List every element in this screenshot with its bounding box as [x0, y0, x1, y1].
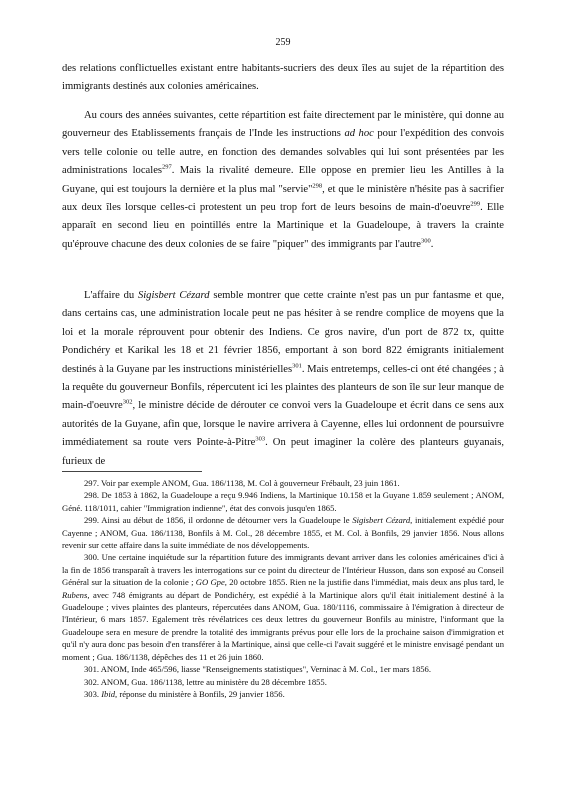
paragraph-text: . Mais entretemps, celles-ci ont été changées ; à la requête du gouverneur Bonfils, répercutent ici les plaintes des planteurs de son île sur leur manque de main-d'oeuvre	[62, 363, 504, 412]
paragraph-text: semble montrer que cette crainte n'est pas un pur fantasme et que, dans certains cas, une administration locale peut ne pas hésiter à se rendre complice de moyens que la loi et la morale réprouvent pour obtenir des Indiens. Ce gros navire, d'un port de 872 tx, quitte Pondichéry et Karikal les 18 et 21 février 1856, emportant à son bord 822 émigrants initialement destinés à la Guyane par les instructions ministérielles	[62, 290, 504, 375]
footnote-ref-301[interactable]: 301	[292, 362, 302, 370]
footnote-300	[62, 551, 504, 663]
footnote-298	[62, 489, 504, 514]
footnote-text: 298. De 1853 à 1862, la Guadeloupe a reçu 9.946 Indiens, la Martinique 10.158 et la Guyane 1.859 seulement ; ANOM, Géné. 118/1011, cahier "Immigration indienne", état des convois jusqu'en 1865.	[62, 490, 504, 513]
footnote-text: 300. Une certaine inquiétude sur la répartition future des immigrants devant arriver dans les colonies américaines d'ici à la fin de 1856 transparaît à travers les interrogations sur ce point du directeur de l'Intérieur Husson, dans son exposé au Conseil Général sur la situation de la colonie ;	[62, 552, 504, 588]
footnote-302	[62, 676, 504, 688]
paragraph-sigisbert	[62, 287, 504, 471]
paragraph-text: , et que le ministère n'hésite pas à sacrifier aux deux îles lorsque celles-ci protestent un peu trop fort de leurs besoins de main-d'oeuvre	[62, 183, 504, 214]
ship-name: Rubens	[62, 589, 88, 600]
footnote-text: 302. ANOM, Gua. 186/1138, lettre au ministère du 28 décembre 1855.	[84, 676, 327, 687]
footnote-299	[62, 514, 504, 551]
footnote-297	[62, 477, 504, 489]
footnote-text: 297. Voir par exemple ANOM, Gua. 186/1138, M. Col à gouverneur Frébault, 23 juin 1861.	[84, 478, 400, 488]
footnote-303	[62, 688, 504, 700]
footnote-text: , avec 748 émigrants au départ de Pondichéry, est expédié à la Martinique alors qu'il était initialement destiné à la Guadeloupe ; vives plaintes des planteurs, répercutées dans ANOM, Gua. 180/1116, commissaire à l'émigration à directeur de l'Intérieur, 6 mars 1857. Egalement très révélatrices ces deux lettres du gouverneur Bonfils au ministre, l'informant que la Guadeloupe sera en mesure de prendre la totalité des immigrants prévus pour elle lors de la prochaine saison d'immigration et qu'il n'y aura donc pas besoin d'en transférer à la Martinique, ainsi que celle-ci l'avait suggéré et le ministre envisagé pendant un moment ; Gua. 186/1138, dépêches des 11 et 26 juin 1860.	[62, 589, 504, 662]
page-number: 259	[275, 37, 291, 48]
ibid-abbrev: Ibid	[101, 688, 116, 699]
footnotes	[62, 477, 504, 700]
paragraph-text: , le ministre décide de dérouter ce convoi vers la Guadeloupe et écrit dans ce sens aux autorités de la Guyane, afin que, lorsque le navire arrivera à Cayenne, elles lui ordonnent de poursuivre immédiatement sa route vers Pointe-à-Pitre	[62, 400, 504, 449]
footnote-text: 301. ANOM, Inde 465/596, liasse "Renseignements statistiques", Verninac à M. Col., 1er mars 1856.	[84, 664, 431, 675]
paragraph-text: . On peut imaginer la colère des planteurs guyanais, furieux de	[62, 437, 504, 467]
footnote-ref-300[interactable]: 300	[421, 237, 431, 245]
footnote-text: 299. Ainsi au début de 1856, il ordonne de détourner vers la Guadeloupe le	[84, 515, 353, 526]
ship-name: Sigisbert Cézard	[137, 290, 210, 301]
publication-name: GO Gpe	[195, 577, 225, 588]
footnote-ref-297[interactable]: 297	[162, 163, 172, 171]
footnote-text: , réponse du ministère à Bonfils, 29 janvier 1856.	[115, 688, 285, 699]
ship-name: Sigisbert Cézard	[352, 515, 411, 526]
paragraph-text: pour l'expédition des convois vers telle colonie ou telle autre, en fonction des demandes solvables qui lui sont présentées par les administrations locales	[62, 128, 504, 177]
paragraph-repartition	[62, 107, 504, 254]
footnote-301	[62, 663, 504, 675]
footnote-ref-299[interactable]: 299	[470, 200, 481, 208]
footnote-text: 303.	[84, 688, 102, 699]
footnote-ref-298[interactable]: 298	[312, 182, 323, 190]
footnote-separator	[62, 471, 202, 472]
footnote-ref-303[interactable]: 303	[255, 435, 266, 443]
paragraph-continuation: des relations conflictuelles existant entre habitants-sucriers des deux îles au sujet de la répartition des immigrants destinés aux colonies américaines.	[62, 63, 504, 93]
paragraph-text: L'affaire du	[84, 290, 138, 301]
paragraph-text: .	[430, 238, 434, 250]
footnote-text: , initialement expédié pour Cayenne ; ANOM, Gua. 186/1138, Bonfils à M. Col., 28 décembre 1855, et M. Col. à Bonfils, 29 janvier 1856. Nous allons revenir sur cette affaire dans la suite immédiate de nos développements.	[62, 515, 504, 551]
paragraph-text: Au cours des années suivantes, cette répartition est faite directement par le ministère, qui donne au gouverneur des Etablissements français de l'Inde les instructions	[62, 110, 504, 140]
paragraph-text: . Elle apparaît en second lieu en pointillés entre la Martinique et la Guadeloupe, à travers la crainte qu'éprouve chacune des deux colonies de se faire "piquer" des immigrants par l'autre	[62, 202, 504, 250]
footnote-ref-302[interactable]: 302	[122, 398, 133, 406]
italic-term: ad hoc	[344, 128, 374, 140]
footnote-text: , 20 octobre 1855. Rien ne la justifie dans l'immédiat, mais deux ans plus tard, le	[224, 577, 504, 588]
paragraph-text: . Mais la rivalité demeure. Elle oppose en premier lieu les Antilles à la Guyane, qui est toujours la dernière et la plus mal "servie"	[62, 165, 504, 195]
